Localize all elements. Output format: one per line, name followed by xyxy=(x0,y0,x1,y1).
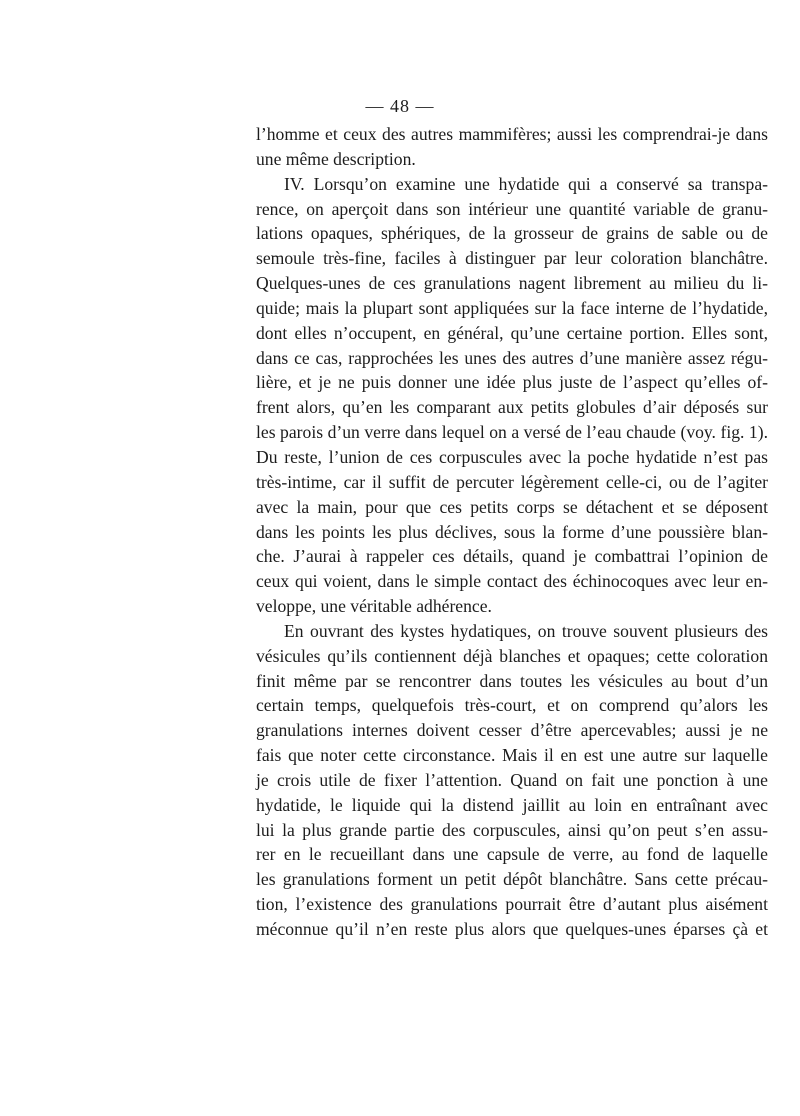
text-line: ceux qui voient, dans le simple contact des échinocoques avec leur en- xyxy=(256,571,768,592)
text-line: che. J’aurai à rappeler ces détails, quand je combattrai l’opinion de xyxy=(256,546,768,567)
text-line: l’homme et ceux des autres mammifères; aussi les comprendrai-je dans xyxy=(256,124,768,144)
text-line: lations opaques, sphériques, de la grosseur de grains de sable ou de xyxy=(256,223,768,244)
text-line: dans ce cas, rapprochées les unes des autres d’une manière assez régu- xyxy=(256,347,768,368)
text-line: les granulations forment un petit dépôt blanchâtre. Sans cette précau- xyxy=(256,869,768,890)
text-line: tion, l’existence des granulations pourrait être d’autant plus aisément xyxy=(256,894,768,915)
text-line: dans les points les plus déclives, sous la forme d’une poussière blan- xyxy=(256,521,768,542)
text-line: je crois utile de fixer l’attention. Quand on fait une ponction à une xyxy=(256,769,768,790)
text-line: méconnue qu’il n’en reste plus alors que quelques-unes éparses çà et xyxy=(256,919,768,939)
text-line: Quelques-unes de ces granulations nagent librement au milieu du li- xyxy=(256,273,768,294)
text-line: avec la main, pour que ces petits corps se détachent et se déposent xyxy=(256,496,768,517)
text-line: les parois d’un verre dans lequel on a versé de l’eau chaude (voy. fig. 1). xyxy=(256,422,768,443)
text-line: rence, on aperçoit dans son intérieur une quantité variable de granu- xyxy=(256,198,768,219)
text-line: lière, et je ne puis donner une idée plus juste de l’aspect qu’elles of- xyxy=(256,372,768,393)
text-line: veloppe, une véritable adhérence. xyxy=(256,596,492,617)
text-line: vésicules qu’ils contiennent déjà blanches et opaques; cette coloration xyxy=(256,645,768,666)
body-text xyxy=(256,122,768,942)
text-line: lui la plus grande partie des corpuscules, ainsi qu’on peut s’en assu- xyxy=(256,819,768,840)
text-line: rer en le recueillant dans une capsule de verre, au fond de laquelle xyxy=(256,844,768,865)
text-line: certain temps, quelquefois très-court, et on comprend qu’alors les xyxy=(256,695,768,716)
text-line: En ouvrant des kystes hydatiques, on trouve souvent plusieurs des xyxy=(284,620,768,641)
text-line: fais que noter cette circonstance. Mais il en est une autre sur laquelle xyxy=(256,745,768,766)
text-line: granulations internes doivent cesser d’être apercevables; aussi je ne xyxy=(256,720,768,741)
text-line: frent alors, qu’en les comparant aux petits globules d’air déposés sur xyxy=(256,397,768,418)
text-line: très-intime, car il suffit de percuter légèrement celle-ci, ou de l’agiter xyxy=(256,471,768,492)
text-line: hydatide, le liquide qui la distend jaillit au loin en entraînant avec xyxy=(256,794,768,815)
text-line: semoule très-fine, faciles à distinguer par leur coloration blanchâtre. xyxy=(256,248,768,269)
text-line: IV. Lorsqu’on examine une hydatide qui a conservé sa transpa- xyxy=(284,173,768,194)
text-line: une même description. xyxy=(256,148,416,169)
text-line: finit même par se rencontrer dans toutes les vésicules au bout d’un xyxy=(256,670,768,691)
page-number: — 48 — xyxy=(365,96,435,116)
text-line: quide; mais la plupart sont appliquées sur la face interne de l’hydatide, xyxy=(256,297,768,318)
text-line: dont elles n’occupent, en général, qu’une certaine portion. Elles sont, xyxy=(256,322,768,343)
text-line: Du reste, l’union de ces corpuscules avec la poche hydatide n’est pas xyxy=(256,446,768,467)
